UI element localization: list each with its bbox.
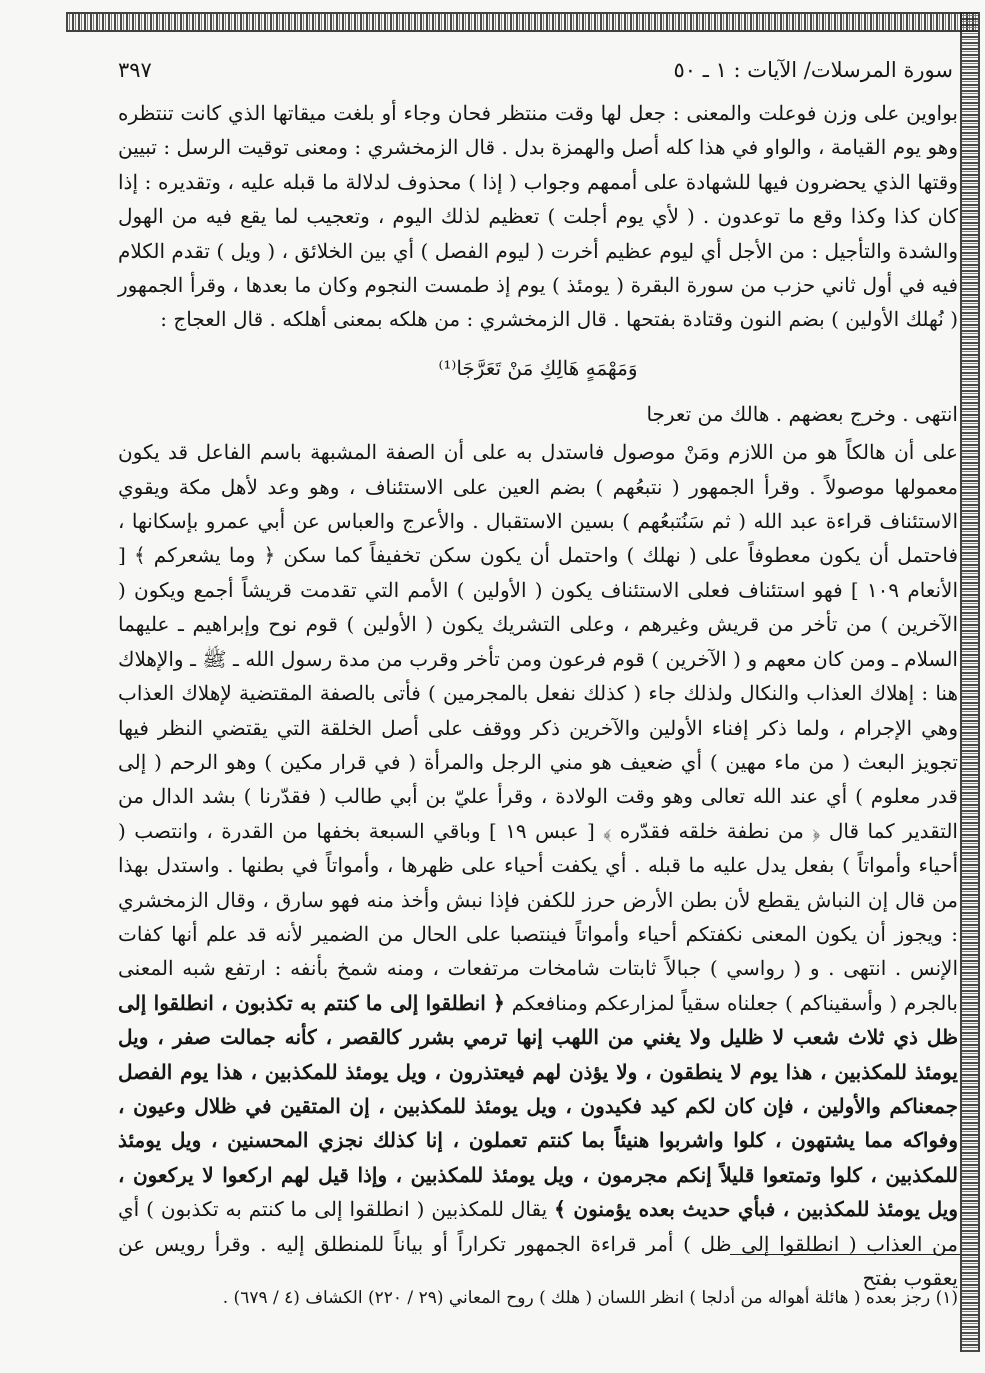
paragraph: بواوين على وزن فوعلت والمعنى : جعل لها وقت منتظر فحان وجاء أو بلغت ميقاتها الذي كانت تنتظره وهو يوم القيامة ، والواو في هذا كله أصل والهمزة بدل . قال الزمخشري : ومعنى توقيت الرسل : تبيين وقتها الذي يحضرون فيها للشهادة على أممهم وجواب ( إذا ) محذوف لدلالة ما قبله عليه ، وتقديره : إذا كان كذا وكذا وقع ما توعدون . ( لأي يوم أجلت ) تعظيم لذلك اليوم ، وتعجيب لما يقع فيه من الهول والشدة والتأجيل : من الأجل أي ليوم عظيم أخرت ( ليوم الفصل ) أي بين الخلائق ، ( ويل ) تقدم الكلام فيه في أول ثاني حزب من سورة البقرة ( يومئذ ) يوم إذ طمست النجوم وكان ما بعدها ، وقرأ الجمهور ( نُهلك الأولين ) بضم النون وقتادة بفتحها . قال الزمخشري : من هلكه بمعنى أهلكه . قال العجاج : — [118, 101, 958, 332]
surah-title: سورة المرسلات/ الآيات : ١ ـ ٥٠ — [673, 58, 953, 82]
ornamental-border-top — [66, 12, 978, 32]
paragraph-text: يقال للمكذبين ( انطلقوا إلى ما كنتم به تكذبون ) أي من العذاب ( انطلقوا إلى ظل ) أمر قراءة الجمهور تكراراً أو بياناً للمنطلق إليه . وقرأ رويس عن يعقوب بفتح — [118, 1197, 958, 1290]
quran-quote: ﴿ انطلقوا إلى ما كنتم به تكذبون ، انطلقوا إلى ظل ذي ثلاث شعب لا ظليل ولا يغني من اللهب إنها ترمي بشرر كالقصر ، كأنه جمالت صفر ، ويل يومئذ للمكذبين ، هذا يوم لا ينطقون ، ولا يؤذن لهم فيعتذرون ، ويل يومئذ للمكذبين ، هذا يوم الفصل جمعناكم والأولين ، فإن كان لكم كيد فكيدون ، ويل يومئذ للمكذبين ، إن المتقين في ظلال وعيون ، وفواكه مما يشتهون ، كلوا واشربوا هنيئاً بما كنتم تعملون ، إنا كذلك نجزي المحسنين ، ويل يومئذ للمكذبين ، كلوا وتمتعوا قليلاً إنكم مجرمون ، ويل يومئذ للمكذبين ، وإذا قيل لهم اركعوا لا يركعون ، ويل يومئذ للمكذبين ، فبأي حديث بعده يؤمنون ﴾ — [118, 990, 959, 1222]
main-text — [118, 96, 958, 1295]
ornamental-border-right — [960, 12, 980, 1352]
footnote: (١) رجز بعده ( هائلة أهواله من أدلجا ) انظر اللسان ( هلك ) روح المعاني (٢٩ / ٢٢٠) الكشاف (٤ / ٦٧٩) . — [222, 1288, 958, 1308]
running-header — [118, 58, 953, 92]
paragraph — [118, 435, 958, 1295]
paragraph-text: على أن هالكاً هو من اللازم ومَنْ موصول فاستدل به على أن الصفة المشبهة باسم الفاعل قد يكون معمولها موصولاً . وقرأ الجمهور ( نتبعُهم ) بضم العين على الاستئناف ، وهو وعد لأهل مكة ويقوي الاستئناف قراءة عبد الله ( ثم سَنُتبعُهم ) بسين الاستقبال . والأعرج والعباس عن أبي عمرو بإسكانها ، فاحتمل أن يكون معطوفاً على ( نهلك ) واحتمل أن يكون سكن تخفيفاً كما سكن ﴿ وما يشعركم ﴾ [ الأنعام ١٠٩ ] فهو استئناف فعلى الاستئناف يكون ( الأولين ) الأمم التي تقدمت قريشاً أجمع ويكون ( الآخرين ) من تأخر من قريش وغيرهم ، وعلى التشريك يكون ( الأولين ) قوم نوح وإبراهيم ـ عليهما السلام ـ ومن كان معهم و ( الآخرين ) قوم فرعون ومن تأخر وقرب من مدة رسول الله ـ ﷺ ـ والإهلاك هنا : إهلاك العذاب والنكال ولذلك جاء ( كذلك نفعل بالمجرمين ) فأتى بالصفة المقتضية لإهلاك العذاب وهي الإجرام ، ولما ذكر إفناء الأولين والآخرين ذكر ووقف على أصل الخلقة التي يقتضي النظر فيها تجويز البعث ( من ماء مهين ) أي ضعيف هو مني الرجل والمرأة ( في قرار مكين ) وهو الرحم ( إلى قدر معلوم ) أي عند الله تعالى وهو وقت الولادة ، وقرأ عليّ بن أبي طالب ( فقدّرنا ) بشد الدال من التقدير كما قال ﴿ من نطفة خلقه فقدّره ﴾ [ عبس ١٩ ] وباقي السبعة بخفها من القدرة ، وانتصب ( أحياء وأمواتاً ) بفعل يدل عليه ما قبله . أي يكفت أحياء على ظهرها ، وأمواتاً في بطنها . واستدل بهذا من قال إن النباش يقطع لأن بطن الأرض حرز للكفن فإذا نبش وأخذ منه فهو سارق ، وقال الزمخشري : ويجوز أن يكون المعنى نكفتكم أحياء وأمواتاً فينتصبا على الحال من الضمير لأنه قد علم أنها كفات الإنس . انتهى . و ( رواسي ) جبالاً ثابتات شامخات مرتفعات ، ومنه شمخ بأنفه : ارتفع شبه المعنى بالجرم ( وأسقيناكم ) جعلناه سقياً لمزارعكم ومنافعكم — [118, 440, 959, 1015]
page-number: ٣٩٧ — [118, 58, 152, 82]
paragraph: انتهى . وخرج بعضهم . هالك من تعرجا — [646, 401, 958, 426]
poetry-verse: وَمَهْمَهٍ هَالِكِ مَنْ تَعَرَّجَا⁽¹⁾ — [438, 355, 638, 380]
footnote-divider — [730, 1254, 960, 1255]
